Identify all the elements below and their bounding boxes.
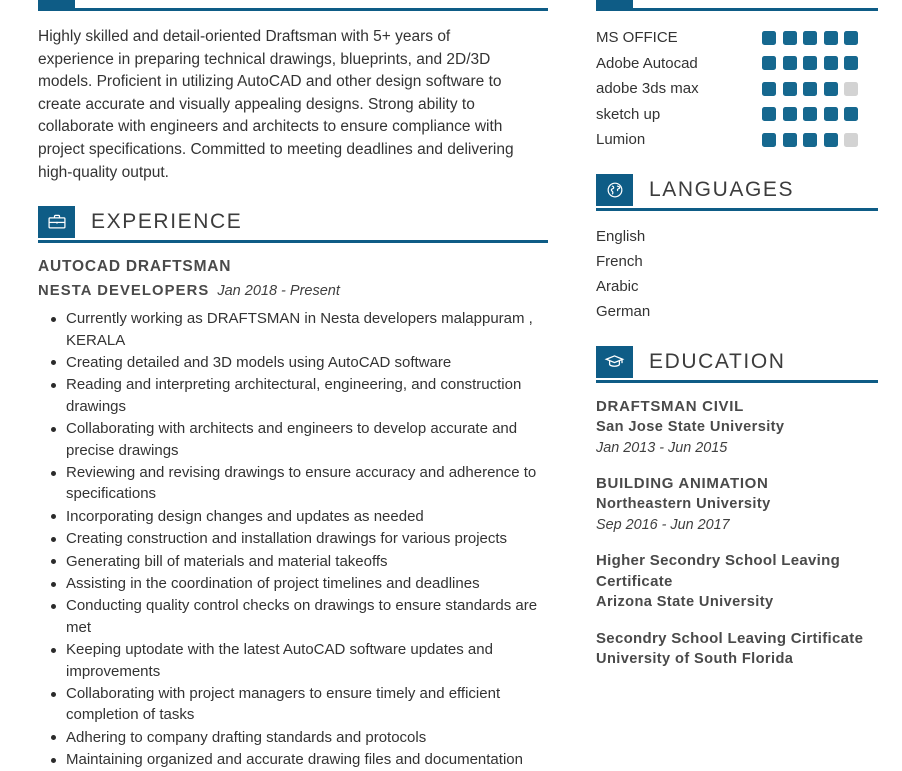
rating-dot-filled <box>803 107 817 121</box>
skill-row <box>596 76 878 102</box>
skills-section-rule <box>596 8 878 11</box>
globe-icon <box>596 174 633 206</box>
summary-section-rule <box>38 8 548 11</box>
list-item: Adhering to company drafting standards and protocols <box>38 727 548 748</box>
rating-dot-empty <box>844 133 858 147</box>
languages-section-title: LANGUAGES <box>649 177 795 201</box>
list-item: Collaborating with architects and engineers to develop accurate and precise drawings <box>38 418 548 461</box>
rating-dot-empty <box>844 82 858 96</box>
list-item: Keeping uptodate with the latest AutoCAD software updates and improvements <box>38 639 548 682</box>
rating-dot-filled <box>844 107 858 121</box>
skills-list <box>596 25 878 153</box>
job-title: AUTOCAD DRAFTSMAN <box>38 258 232 276</box>
skill-rating <box>762 56 878 70</box>
education-item <box>596 396 878 458</box>
summary-text: Highly skilled and detail-oriented Draftsman with 5+ years of experience in preparing technical drawings, blueprints, and 2D/3D models. Proficient in utilizing AutoCAD and other design software to create accurate and visually appealing designs. Strong ability to collaborate with engineers and architects to ensure compliance with project specifications. Committed to meeting deadlines and delivering high-quality output. <box>38 28 514 181</box>
job-bullet-list <box>38 308 548 771</box>
education-list <box>596 396 878 670</box>
skill-name: adobe 3ds max <box>596 80 699 98</box>
job-company: NESTA DEVELOPERS <box>38 283 210 300</box>
rating-dot-filled <box>762 133 776 147</box>
rating-dot-filled <box>824 133 838 147</box>
education-degree: DRAFTSMAN CIVIL <box>596 397 744 415</box>
skill-name: sketch up <box>596 105 661 123</box>
rating-dot-filled <box>844 31 858 45</box>
rating-dot-filled <box>803 82 817 96</box>
education-section <box>596 346 878 670</box>
rating-dot-filled <box>783 107 797 121</box>
education-school: San Jose State University <box>596 418 785 435</box>
rating-dot-filled <box>762 107 776 121</box>
list-item: Creating detailed and 3D models using AutoCAD software <box>38 352 548 373</box>
education-degree: Secondry School Leaving Cirtificate <box>596 629 864 647</box>
user-icon <box>38 0 75 8</box>
rating-dot-filled <box>762 31 776 45</box>
education-degree: BUILDING ANIMATION <box>596 474 769 492</box>
list-item: German <box>596 303 651 321</box>
list-item: Maintaining organized and accurate drawing files and documentation <box>38 749 548 770</box>
education-dates: Jan 2013 - Jun 2015 <box>596 439 728 456</box>
experience-section <box>38 206 548 771</box>
rating-dot-filled <box>783 82 797 96</box>
education-item <box>596 473 878 535</box>
skills-icon <box>596 0 633 8</box>
rating-dot-filled <box>824 82 838 96</box>
education-section-rule <box>596 380 878 383</box>
experience-section-header <box>38 206 548 240</box>
right-column <box>570 0 902 750</box>
list-item: Conducting quality control checks on drawings to ensure standards are met <box>38 595 548 638</box>
education-section-header <box>596 346 878 380</box>
skill-rating <box>762 107 878 121</box>
job-dates: Jan 2018 - Present <box>217 283 340 300</box>
experience-section-rule <box>38 240 548 243</box>
skill-rating <box>762 82 878 96</box>
rating-dot-filled <box>803 56 817 70</box>
experience-section-title: EXPERIENCE <box>91 210 243 234</box>
rating-dot-filled <box>783 56 797 70</box>
skill-row <box>596 51 878 77</box>
list-item: Generating bill of materials and material takeoffs <box>38 551 548 572</box>
list-item: Reviewing and revising drawings to ensure accuracy and adherence to specifications <box>38 462 548 505</box>
rating-dot-filled <box>803 133 817 147</box>
list-item: French <box>596 252 643 270</box>
list-item: Reading and interpreting architectural, engineering, and construction drawings <box>38 374 548 417</box>
job-meta <box>38 280 548 302</box>
education-degree: Higher Secondry School Leaving Certificate <box>596 551 841 590</box>
education-school: Arizona State University <box>596 593 774 610</box>
summary-section-header <box>38 0 548 8</box>
rating-dot-filled <box>762 82 776 96</box>
education-school: University of South Florida <box>596 650 794 667</box>
skill-row <box>596 127 878 153</box>
skill-rating <box>762 31 878 45</box>
list-item: Arabic <box>596 278 639 296</box>
list-item: Collaborating with project managers to ensure timely and efficient completion of tasks <box>38 683 548 726</box>
languages-section <box>596 174 878 325</box>
list-item: Creating construction and installation drawings for various projects <box>38 528 548 549</box>
list-item: Assisting in the coordination of project timelines and deadlines <box>38 573 548 594</box>
education-item <box>596 550 878 613</box>
rating-dot-filled <box>762 56 776 70</box>
languages-section-rule <box>596 208 878 211</box>
skill-name: Adobe Autocad <box>596 54 698 72</box>
languages-list <box>596 224 878 325</box>
skill-name: MS OFFICE <box>596 29 678 47</box>
education-section-title: EDUCATION <box>649 349 786 373</box>
rating-dot-filled <box>824 56 838 70</box>
skills-section-header <box>596 0 878 8</box>
list-item: Currently working as DRAFTSMAN in Nesta developers malappuram , KERALA <box>38 308 548 351</box>
education-dates: Sep 2016 - Jun 2017 <box>596 516 730 533</box>
rating-dot-filled <box>783 133 797 147</box>
list-item: Incorporating design changes and updates as needed <box>38 506 548 527</box>
skill-row <box>596 25 878 51</box>
briefcase-icon <box>38 206 75 238</box>
skill-rating <box>762 133 878 147</box>
experience-job <box>38 256 548 771</box>
rating-dot-filled <box>783 31 797 45</box>
rating-dot-filled <box>844 56 858 70</box>
rating-dot-filled <box>803 31 817 45</box>
education-school: Northeastern University <box>596 495 771 512</box>
languages-section-header <box>596 174 878 208</box>
graduation-cap-icon <box>596 346 633 378</box>
list-item: English <box>596 227 646 245</box>
education-item <box>596 628 878 670</box>
rating-dot-filled <box>824 107 838 121</box>
rating-dot-filled <box>824 31 838 45</box>
skill-name: Lumion <box>596 131 646 149</box>
skill-row <box>596 102 878 128</box>
